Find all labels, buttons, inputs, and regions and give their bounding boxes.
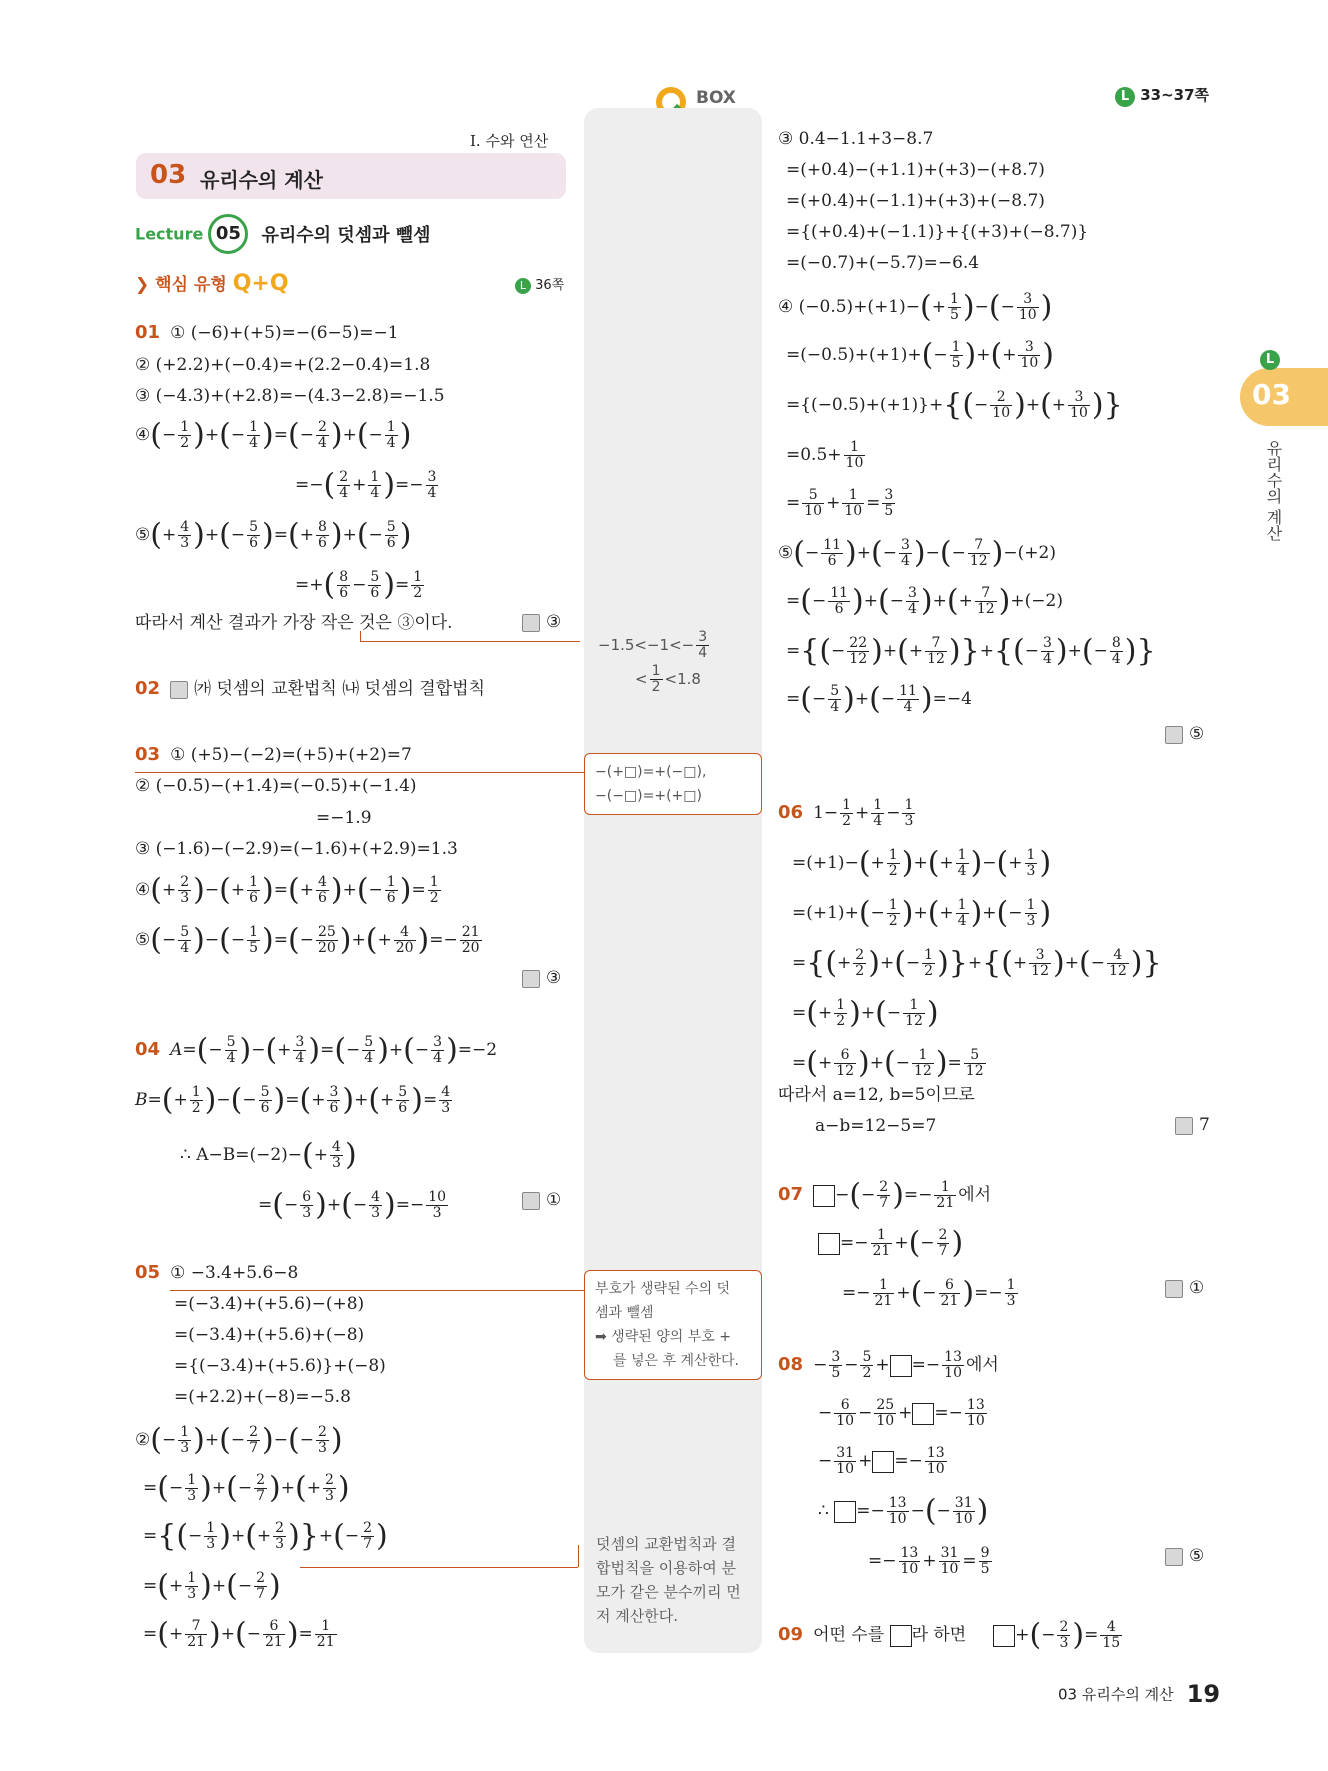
section-number: 03 (150, 160, 187, 190)
answer-icon (522, 1192, 540, 1210)
p02-line: 02 ㈎ 덧셈의 교환법칙 ㈏ 덧셈의 결합법칙 (135, 678, 485, 699)
p01-line1: 01 ① (−6)+(+5)=−(6−5)=−1 (135, 322, 399, 343)
r-line6: ④ (−0.5)+(+1)−(+ $\frac{1}{5}$ )−(− $\frac{3}{10}$ ) (778, 289, 1053, 325)
p01-line3: ③ (−4.3)+(+2.8)=−(4.3−2.8)=−1.5 (135, 386, 445, 406)
p06-line4: ={(+ $\frac{2}{2}$ )+(− $\frac{1}{2}$ )}+{(+ $\frac{3}{12}$ )+(− $\frac{4}{12}$ )} (792, 945, 1162, 981)
r-line7: =(−0.5)+(+1)+(− $\frac{1}{5}$ )+(+ $\frac{3}{10}$ ) (786, 337, 1054, 373)
p08-line2: − $\frac{6}{10}$ − $\frac{25}{10}$ + =− $\frac{13}{10}$ (818, 1397, 985, 1429)
p07-line1: 07 −(− $\frac{2}{7}$ )=− $\frac{1}{21}$ 에서 (778, 1177, 992, 1213)
p05-line4: ={(−3.4)+(+5.6)}+(−8) (174, 1356, 386, 1376)
r-line1: ③ 0.4−1.1+3−8.7 (778, 129, 934, 149)
note-commutative: 덧셈의 교환법칙과 결 합법칙을 이용하여 분 모가 같은 분수끼리 먼 저 계산한다. (596, 1535, 741, 1625)
answer-icon (522, 970, 540, 988)
p05-line9: =(+ $\frac{1}{3}$ )+(− $\frac{2}{7}$ ) (143, 1568, 281, 1604)
p05-line6: ②(− $\frac{1}{3}$ )+(− $\frac{2}{7}$ )−(− $\frac{2}{3}$ ) (135, 1422, 343, 1458)
p07-answer: ① (1165, 1278, 1204, 1298)
p06-concl1: 따라서 a=12, b=5이므로 (778, 1085, 975, 1105)
p03-line2: ② (−0.5)−(+1.4)=(−0.5)+(−1.4) (135, 776, 417, 796)
leader-line (135, 772, 585, 773)
lecture-l-icon: L (515, 278, 531, 294)
p08-line3: − $\frac{31}{10}$ + =− $\frac{13}{10}$ (818, 1445, 945, 1477)
answer-icon (1165, 1280, 1183, 1298)
p06-line3: =(+1)+(− $\frac{1}{2}$ )+(+ $\frac{1}{4}$ )+(− $\frac{1}{3}$ ) (792, 895, 1052, 931)
lecture-number: 05 (208, 214, 248, 254)
p01-line6: ⑤(+ $\frac{4}{3}$ )+(− $\frac{5}{6}$ )=(+ $\frac{8}{6}$ )+(− $\frac{5}{6}$ ) (135, 517, 412, 553)
memo-compare-2: < $\frac{1}{2}$ <1.8 (635, 663, 701, 695)
p05-line3: =(−3.4)+(+5.6)+(−8) (174, 1325, 365, 1345)
p06-answer: 7 (1175, 1115, 1210, 1135)
p05-line7: =(− $\frac{1}{3}$ )+(− $\frac{2}{7}$ )+(+ $\frac{2}{3}$ ) (143, 1470, 350, 1506)
p01-line2: ② (+2.2)+(−0.4)=+(2.2−0.4)=1.8 (135, 355, 431, 375)
box-label: BOX (696, 88, 736, 108)
p05-answer: ⑤ (1165, 724, 1204, 744)
p03-line6: ⑤(− $\frac{5}{4}$ )−(− $\frac{1}{5}$ )=(− $\frac{25}{20}$ )+(+ $\frac{4}{20}$ )=− $\frac{21}{20}$ (135, 922, 480, 958)
p03-line1: 03 ① (+5)−(−2)=(+5)+(+2)=7 (135, 744, 412, 765)
side-tab-label: 유리수의 계산 (1264, 440, 1283, 542)
answer-icon (170, 681, 188, 699)
p03-line3: =−1.9 (316, 808, 372, 828)
core-types-heading: ❯ 핵심 유형 Q+Q (135, 271, 289, 296)
p04-line4: =(− $\frac{6}{3}$ )+(− $\frac{4}{3}$ )=− $\frac{10}{3}$ (258, 1187, 447, 1223)
p06-line2: =(+1)−(+ $\frac{1}{2}$ )+(+ $\frac{1}{4}$ )−(+ $\frac{1}{3}$ ) (792, 845, 1052, 881)
page-number: 19 (1186, 1680, 1221, 1708)
p01-line4: ④(− $\frac{1}{2}$ )+(− $\frac{1}{4}$ )=(− $\frac{2}{4}$ )+(− $\frac{1}{4}$ ) (135, 417, 412, 453)
blank-box (912, 1403, 934, 1425)
r-line2: =(+0.4)−(+1.1)+(+3)−(+8.7) (786, 160, 1045, 180)
note-sign-rule: −(+□)=+(−□), −(−□)=+(+□) (584, 753, 762, 815)
p06-concl2: a−b=12−5=7 (815, 1116, 937, 1136)
p08-answer: ⑤ (1165, 1546, 1204, 1566)
leader-line (170, 1290, 585, 1291)
r-line5: =(−0.7)+(−5.7)=−6.4 (786, 253, 980, 273)
p01-conclusion: 따라서 계산 결과가 가장 작은 것은 ③이다. (135, 613, 453, 633)
footer: 03 유리수의 계산 19 (1058, 1680, 1221, 1708)
r-line11: ⑤(− $\frac{11}{6}$ )+(− $\frac{3}{4}$ )−(− $\frac{7}{12}$ )−(+2) (778, 535, 1056, 571)
r-line4: ={(+0.4)+(−1.1)}+{(+3)+(−8.7)} (786, 222, 1089, 242)
p05-line10: =(+ $\frac{7}{21}$ )+(− $\frac{6}{21}$ )= $\frac{1}{21}$ (143, 1616, 335, 1652)
p03-answer: ③ (522, 968, 561, 988)
p01-answer: ③ (522, 612, 561, 632)
p06-line1: 06 1− $\frac{1}{2}$ + $\frac{1}{4}$ − $\frac{1}{3}$ (778, 797, 914, 829)
p05-line5: =(+2.2)+(−8)=−5.8 (174, 1387, 351, 1407)
r-line10: = $\frac{5}{10}$ + $\frac{1}{10}$ = $\frac{3}{5}$ (786, 487, 894, 519)
leader-line (578, 1545, 579, 1567)
section-banner (136, 153, 566, 199)
blank-box (818, 1233, 840, 1255)
chapter-label: I. 수와 연산 (470, 132, 549, 150)
page-reference: L 33~37쪽 (1115, 84, 1209, 107)
answer-icon (1165, 726, 1183, 744)
lecture-heading: Lecture 05 유리수의 덧셈과 뺄셈 (135, 214, 431, 254)
core-page-ref: L 36쪽 (515, 274, 564, 294)
p09-line1: 09 어떤 수를 라 하면 +(− $\frac{2}{3}$ )= $\frac{4}{15}$ (778, 1617, 1121, 1653)
p04-line2: B=(+ $\frac{1}{2}$ )−(− $\frac{5}{6}$ )=(+ $\frac{3}{6}$ )+(+ $\frac{5}{6}$ )= $\frac{4}{3}$ (135, 1082, 451, 1118)
lecture-l-icon: L (1115, 87, 1135, 107)
p04-answer: ① (522, 1190, 561, 1210)
leader-line (360, 641, 580, 642)
side-tab-number: 03 (1252, 378, 1291, 411)
note-omitted-sign: 부호가 생략된 수의 덧 셈과 뺄셈 ➡ 생략된 양의 부호 + 를 넣은 후 계산한다. (584, 1270, 762, 1380)
answer-icon (522, 614, 540, 632)
r-line3: =(+0.4)+(−1.1)+(+3)+(−8.7) (786, 191, 1045, 211)
blank-box (890, 1355, 912, 1377)
p05-line2: =(−3.4)+(+5.6)−(+8) (174, 1294, 365, 1314)
p01-line5: =−( $\frac{2}{4}$ + $\frac{1}{4}$ )=− $\frac{3}{4}$ (295, 467, 437, 503)
q-plus-q-icon: Q+Q (232, 271, 289, 296)
leader-line (360, 631, 361, 641)
answer-icon (1175, 1117, 1193, 1135)
blank-box (834, 1501, 856, 1523)
p05-line1: 05 ① −3.4+5.6−8 (135, 1262, 299, 1283)
blank-box (813, 1185, 835, 1207)
leader-line (300, 1567, 578, 1568)
answer-icon (1165, 1548, 1183, 1566)
p07-line3: =− $\frac{1}{21}$ +(− $\frac{6}{21}$ )=− $\frac{1}{3}$ (842, 1275, 1016, 1311)
blank-box (872, 1451, 894, 1473)
p03-line5: ④(+ $\frac{2}{3}$ )−(+ $\frac{1}{6}$ )=(+ $\frac{4}{6}$ )+(− $\frac{1}{6}$ )= $\frac{1}{2}$ (135, 872, 439, 908)
memo-compare: −1.5<−1<− $\frac{3}{4}$ (598, 629, 708, 661)
r-line13: ={(− $\frac{22}{12}$ )+(+ $\frac{7}{12}$ )}+{(− $\frac{3}{4}$ )+(− $\frac{8}{4}$ )} (786, 633, 1156, 669)
lecture-l-icon: L (1260, 350, 1280, 370)
p06-line6: =(+ $\frac{6}{12}$ )+(− $\frac{1}{12}$ )= $\frac{5}{12}$ (792, 1045, 984, 1081)
p07-line2: =− $\frac{1}{21}$ +(− $\frac{2}{7}$ ) (818, 1228, 963, 1259)
memo-column (584, 108, 762, 1653)
p04-line1: 04 A=(− $\frac{5}{4}$ )−(+ $\frac{3}{4}$ )=(− $\frac{5}{4}$ )+(− $\frac{3}{4}$ )=−2 (135, 1032, 498, 1068)
p08-line5: =− $\frac{13}{10}$ + $\frac{31}{10}$ = $\frac{9}{5}$ (868, 1545, 990, 1577)
chevron-right-icon: ❯ (135, 275, 150, 295)
p08-line1: 08 − $\frac{3}{5}$ − $\frac{5}{2}$ + =− $\frac{13}{10}$ 에서 (778, 1349, 999, 1381)
section-title: 유리수의 계산 (200, 168, 323, 192)
lecture-title: 유리수의 덧셈과 뺄셈 (261, 225, 431, 246)
blank-box (993, 1625, 1015, 1647)
p05-line8: ={(− $\frac{1}{3}$ )+(+ $\frac{2}{3}$ )}+(− $\frac{2}{7}$ ) (143, 1518, 388, 1554)
p01-line7: =+( $\frac{8}{6}$ − $\frac{5}{6}$ )= $\frac{1}{2}$ (295, 567, 423, 603)
r-line9: =0.5+ $\frac{1}{10}$ (786, 439, 864, 471)
r-line8: ={(−0.5)+(+1)}+{(− $\frac{2}{10}$ )+(+ $\frac{3}{10}$ )} (786, 387, 1123, 423)
p08-line4: ∴ =− $\frac{13}{10}$ −(− $\frac{31}{10}$ ) (818, 1493, 989, 1529)
r-line14: =(− $\frac{5}{4}$ )+(− $\frac{11}{4}$ )=−4 (786, 681, 972, 717)
blank-box (890, 1625, 912, 1647)
p04-line3: ∴ A−B=(−2)−(+ $\frac{4}{3}$ ) (180, 1137, 357, 1173)
p03-line4: ③ (−1.6)−(−2.9)=(−1.6)+(+2.9)=1.3 (135, 839, 458, 859)
p06-line5: =(+ $\frac{1}{2}$ )+(− $\frac{1}{12}$ ) (792, 995, 939, 1031)
side-tab (1240, 352, 1328, 426)
r-line12: =(− $\frac{11}{6}$ )+(− $\frac{3}{4}$ )+(+ $\frac{7}{12}$ )+(−2) (786, 583, 1063, 619)
